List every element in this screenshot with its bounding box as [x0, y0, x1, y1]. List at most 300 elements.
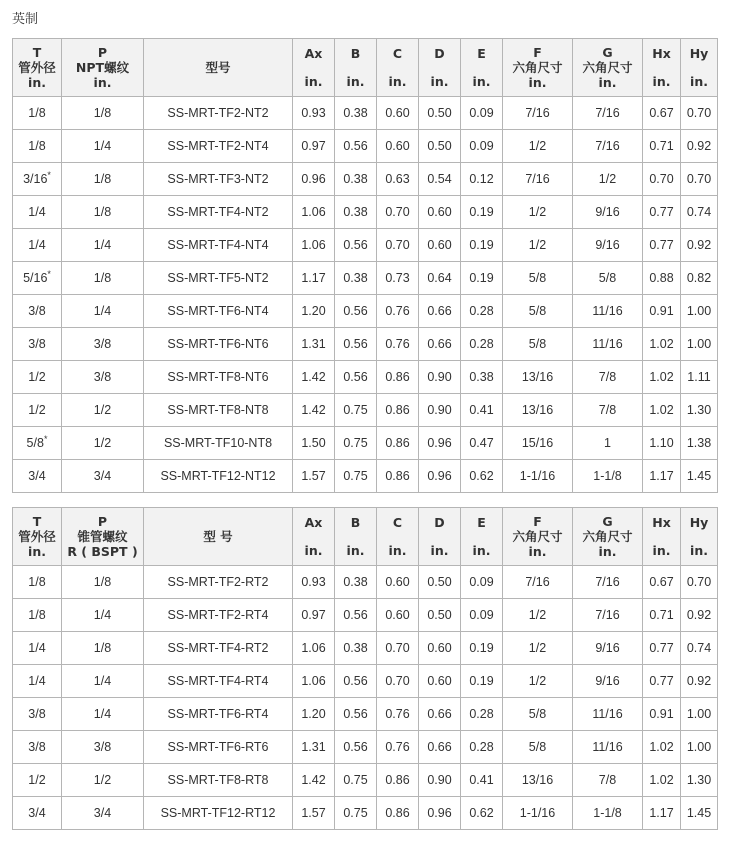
table-cell — [573, 566, 643, 599]
table-cell — [503, 665, 573, 698]
table-cell — [681, 665, 718, 698]
column-header-line: Ax — [304, 46, 323, 61]
cell-value: 0.96 — [301, 172, 326, 186]
cell-value: 0.56 — [343, 740, 368, 754]
table-cell — [293, 130, 335, 163]
column-header-line: in. — [346, 543, 365, 558]
cell-value: 0.56 — [343, 238, 368, 252]
cell-value: 7/8 — [598, 773, 617, 787]
column-header-line: E — [477, 46, 486, 61]
cell-value: 0.96 — [427, 806, 452, 820]
table-cell — [681, 566, 718, 599]
table-row — [13, 632, 718, 665]
table-cell — [419, 599, 461, 632]
table-cell — [13, 229, 62, 262]
column-header — [573, 508, 643, 566]
cell-value: 1.45 — [686, 806, 712, 820]
cell-value: 1 — [604, 436, 611, 450]
table-cell — [461, 361, 503, 394]
column-header — [461, 508, 503, 566]
cell-value: 11/16 — [592, 304, 623, 318]
cell-value: 1.06 — [301, 641, 326, 655]
cell-value: 0.92 — [686, 238, 712, 252]
cell-value: 1.57 — [301, 469, 326, 483]
column-header-line: in. — [304, 74, 323, 89]
cell-value: 5/8 — [528, 337, 547, 351]
cell-value: 0.60 — [427, 641, 452, 655]
cell-value: 0.12 — [469, 172, 494, 186]
table-cell — [573, 632, 643, 665]
table-cell — [144, 731, 293, 764]
cell-value: 3/4 — [28, 806, 46, 820]
table-cell — [419, 130, 461, 163]
cell-value: 0.82 — [686, 271, 712, 285]
table-cell — [503, 196, 573, 229]
column-header-line: in. — [93, 75, 112, 90]
table-cell — [144, 460, 293, 493]
cell-value: 1/2 — [528, 139, 547, 153]
table-cell — [62, 163, 144, 196]
cell-value: 0.19 — [469, 674, 494, 688]
column-header-line: in. — [304, 543, 323, 558]
table-cell — [419, 262, 461, 295]
column-header — [335, 508, 377, 566]
cell-value: 3/8 — [93, 370, 112, 384]
cell-value: 1/2 — [93, 436, 112, 450]
table-cell — [293, 797, 335, 830]
column-header — [144, 39, 293, 97]
column-header — [13, 39, 62, 97]
table-cell — [573, 764, 643, 797]
cell-value: 5/8 — [598, 271, 617, 285]
table-cell — [573, 361, 643, 394]
table-cell — [293, 394, 335, 427]
cell-value: 0.76 — [385, 707, 410, 721]
cell-value: 0.41 — [469, 403, 494, 417]
column-header-line: in. — [528, 75, 547, 90]
table-cell — [377, 599, 419, 632]
table-cell — [461, 764, 503, 797]
column-header — [573, 39, 643, 97]
table-row — [13, 427, 718, 460]
table-cell — [681, 196, 718, 229]
cell-value: SS-MRT-TF6-NT6 — [167, 337, 269, 351]
table-cell — [335, 665, 377, 698]
table-cell — [377, 797, 419, 830]
table-cell — [461, 295, 503, 328]
table-cell — [144, 599, 293, 632]
cell-value: 0.93 — [301, 575, 326, 589]
footnote-asterisk: * — [47, 268, 51, 279]
table-row — [13, 665, 718, 698]
table-cell — [461, 665, 503, 698]
cell-value: 1.02 — [649, 337, 674, 351]
table-cell — [681, 295, 718, 328]
column-header — [681, 39, 718, 97]
cell-value: 0.92 — [686, 608, 712, 622]
table-cell — [419, 196, 461, 229]
cell-value: 0.75 — [343, 403, 368, 417]
cell-value: 0.09 — [469, 106, 494, 120]
table-cell — [503, 632, 573, 665]
cell-value: 3/8 — [93, 337, 112, 351]
cell-value: 1/8 — [93, 205, 112, 219]
column-header-line: in. — [690, 74, 708, 89]
table-cell — [377, 665, 419, 698]
cell-value: SS-MRT-TF8-RT8 — [167, 773, 269, 787]
table-cell — [573, 163, 643, 196]
cell-value: 1.30 — [686, 773, 712, 787]
cell-value: 5/16 — [23, 271, 48, 285]
table-cell — [681, 328, 718, 361]
footnote-asterisk: * — [47, 169, 51, 180]
cell-value: 9/16 — [595, 641, 620, 655]
table-cell — [503, 427, 573, 460]
table-cell — [335, 797, 377, 830]
table-cell — [503, 361, 573, 394]
table-cell — [13, 665, 62, 698]
cell-value: 1.17 — [649, 806, 674, 820]
table-cell — [62, 130, 144, 163]
table-cell — [13, 599, 62, 632]
cell-value: 3/4 — [28, 469, 46, 483]
cell-value: 0.86 — [385, 403, 410, 417]
cell-value: 0.71 — [649, 139, 674, 153]
cell-value: 0.77 — [649, 205, 674, 219]
cell-value: 1/2 — [528, 641, 547, 655]
table-cell — [461, 632, 503, 665]
cell-value: 1.30 — [686, 403, 712, 417]
table-cell — [13, 764, 62, 797]
cell-value: 0.77 — [649, 238, 674, 252]
cell-value: 11/16 — [592, 707, 623, 721]
column-header-line: B — [350, 46, 361, 61]
table-cell — [62, 460, 144, 493]
table-cell — [293, 731, 335, 764]
table-cell — [461, 460, 503, 493]
table-cell — [377, 566, 419, 599]
table-cell — [144, 97, 293, 130]
cell-value: SS-MRT-TF6-RT4 — [167, 707, 269, 721]
table-cell — [13, 566, 62, 599]
column-header-line: P — [97, 45, 108, 60]
cell-value: 1/2 — [598, 172, 617, 186]
cell-value: 7/16 — [595, 575, 620, 589]
cell-value: 13/16 — [521, 773, 554, 787]
table-cell — [681, 163, 718, 196]
table-cell — [681, 698, 718, 731]
cell-value: 0.60 — [385, 608, 410, 622]
table-cell — [377, 229, 419, 262]
cell-value: 0.60 — [385, 139, 410, 153]
cell-value: 7/16 — [595, 106, 620, 120]
cell-value: 0.66 — [427, 740, 452, 754]
cell-value: 0.60 — [385, 106, 410, 120]
cell-value: 3/8 — [28, 707, 46, 721]
cell-value: 0.92 — [686, 674, 712, 688]
cell-value: 1/8 — [28, 575, 46, 589]
table-cell — [335, 394, 377, 427]
table-cell — [13, 361, 62, 394]
cell-value: 0.64 — [427, 271, 452, 285]
cell-value: 7/16 — [525, 575, 550, 589]
cell-value: 0.38 — [343, 271, 368, 285]
table-cell — [377, 427, 419, 460]
table-cell — [377, 394, 419, 427]
table-cell — [643, 764, 681, 797]
table-cell — [293, 328, 335, 361]
table-cell — [293, 427, 335, 460]
cell-value: 1-1/16 — [519, 469, 556, 483]
cell-value: 1.06 — [301, 205, 326, 219]
cell-value: 1.17 — [301, 271, 326, 285]
table-cell — [573, 665, 643, 698]
cell-value: 0.70 — [385, 205, 410, 219]
column-header — [503, 39, 573, 97]
cell-value: SS-MRT-TF2-RT2 — [167, 575, 269, 589]
table-cell — [62, 295, 144, 328]
cell-value: 0.38 — [343, 575, 368, 589]
column-header-line: F — [533, 514, 542, 529]
table-cell — [419, 632, 461, 665]
table-cell — [335, 731, 377, 764]
table-cell — [643, 427, 681, 460]
cell-value: 5/8 — [528, 707, 547, 721]
cell-value: 0.66 — [427, 304, 452, 318]
table-cell — [643, 328, 681, 361]
table-cell — [377, 632, 419, 665]
table-cell — [503, 262, 573, 295]
column-header-line: in. — [388, 543, 407, 558]
cell-value: 0.86 — [385, 436, 410, 450]
table-cell — [62, 665, 144, 698]
table-cell — [62, 97, 144, 130]
cell-value: 1.38 — [686, 436, 712, 450]
npt-spec-table — [12, 38, 718, 493]
table-cell — [461, 797, 503, 830]
table-cell — [335, 566, 377, 599]
cell-value: 0.91 — [649, 707, 674, 721]
cell-value: 1.20 — [301, 707, 326, 721]
table-cell — [144, 764, 293, 797]
cell-value: 0.50 — [427, 139, 452, 153]
column-header-line: in. — [528, 544, 547, 559]
table-cell — [293, 196, 335, 229]
table-cell — [335, 229, 377, 262]
column-header — [13, 508, 62, 566]
table-cell — [144, 566, 293, 599]
table-row — [13, 599, 718, 632]
cell-value: 1/4 — [28, 641, 46, 655]
cell-value: 0.50 — [427, 575, 452, 589]
table-cell — [419, 731, 461, 764]
column-header-line: in. — [472, 543, 491, 558]
table-cell — [13, 97, 62, 130]
table-cell — [643, 361, 681, 394]
table-cell — [461, 163, 503, 196]
cell-value: 0.91 — [649, 304, 674, 318]
cell-value: 0.56 — [343, 707, 368, 721]
cell-value: 0.92 — [686, 139, 712, 153]
table-cell — [681, 460, 718, 493]
column-header-line: D — [434, 46, 445, 61]
table-cell — [643, 97, 681, 130]
cell-value: 5/8 — [528, 304, 547, 318]
header-row — [13, 508, 718, 566]
cell-value: 0.28 — [469, 304, 494, 318]
cell-value: 0.62 — [469, 806, 494, 820]
cell-value: 1.02 — [649, 403, 674, 417]
cell-value: 7/16 — [595, 608, 620, 622]
cell-value: 1.31 — [301, 337, 326, 351]
cell-value: 3/4 — [93, 469, 112, 483]
cell-value: 0.96 — [427, 436, 452, 450]
cell-value: 0.60 — [427, 238, 452, 252]
cell-value: 0.74 — [686, 641, 712, 655]
table-cell — [503, 163, 573, 196]
cell-value: SS-MRT-TF4-NT2 — [167, 205, 269, 219]
table-cell — [62, 764, 144, 797]
table-cell — [643, 163, 681, 196]
cell-value: 0.76 — [385, 304, 410, 318]
cell-value: 0.70 — [385, 238, 410, 252]
column-header-line: 管外径 — [18, 60, 56, 75]
table-cell — [62, 394, 144, 427]
column-header-line: 型号 — [205, 60, 231, 75]
table-cell — [62, 566, 144, 599]
cell-value: SS-MRT-TF6-RT6 — [167, 740, 269, 754]
cell-value: 0.75 — [343, 436, 368, 450]
table-cell — [573, 731, 643, 764]
cell-value: 1/4 — [28, 674, 46, 688]
cell-value: 1/2 — [93, 773, 112, 787]
table-cell — [293, 229, 335, 262]
cell-value: 1.00 — [686, 740, 712, 754]
cell-value: 0.97 — [301, 139, 326, 153]
table-cell — [335, 599, 377, 632]
column-header-line: Hx — [652, 46, 671, 61]
cell-value: 0.60 — [385, 575, 410, 589]
table-cell — [503, 797, 573, 830]
table-cell — [377, 196, 419, 229]
cell-value: 0.86 — [385, 469, 410, 483]
table-cell — [335, 764, 377, 797]
cell-value: 0.47 — [469, 436, 494, 450]
cell-value: 0.70 — [686, 172, 712, 186]
table-cell — [573, 394, 643, 427]
table-cell — [144, 295, 293, 328]
table-cell — [335, 295, 377, 328]
column-header-line: in. — [652, 74, 671, 89]
table-cell — [377, 764, 419, 797]
table-row — [13, 764, 718, 797]
table-cell — [335, 97, 377, 130]
cell-value: 9/16 — [595, 205, 620, 219]
table-cell — [461, 566, 503, 599]
column-header — [377, 508, 419, 566]
table-cell — [461, 196, 503, 229]
cell-value: 1.06 — [301, 674, 326, 688]
table-cell — [681, 731, 718, 764]
table-cell — [503, 130, 573, 163]
column-header-line: 型 号 — [203, 529, 233, 544]
cell-value: 1/2 — [528, 608, 547, 622]
column-header-line: B — [350, 515, 361, 530]
table-row — [13, 797, 718, 830]
cell-value: 0.09 — [469, 608, 494, 622]
cell-value: 13/16 — [521, 370, 554, 384]
table-cell — [13, 130, 62, 163]
cell-value: 0.60 — [427, 674, 452, 688]
table-cell — [573, 229, 643, 262]
table-cell — [643, 599, 681, 632]
cell-value: 7/16 — [595, 139, 620, 153]
table-cell — [293, 632, 335, 665]
table-cell — [643, 196, 681, 229]
table-cell — [681, 361, 718, 394]
table-cell — [377, 698, 419, 731]
column-header-line: 六角尺寸 — [582, 60, 633, 75]
column-header-line: D — [434, 515, 445, 530]
cell-value: 0.28 — [469, 337, 494, 351]
table-cell — [681, 599, 718, 632]
cell-value: SS-MRT-TF5-NT2 — [167, 271, 269, 285]
cell-value: 0.38 — [343, 106, 368, 120]
table-cell — [144, 665, 293, 698]
table-cell — [419, 566, 461, 599]
column-header-line: C — [392, 515, 403, 530]
table-cell — [503, 328, 573, 361]
table-cell — [419, 764, 461, 797]
cell-value: 0.70 — [385, 674, 410, 688]
cell-value: 3/4 — [93, 806, 112, 820]
cell-value: 11/16 — [592, 740, 623, 754]
table-cell — [419, 394, 461, 427]
table-cell — [419, 295, 461, 328]
table-row — [13, 566, 718, 599]
cell-value: 0.28 — [469, 707, 494, 721]
column-header-line: in. — [472, 74, 491, 89]
cell-value: 1/2 — [28, 773, 46, 787]
column-header — [377, 39, 419, 97]
table-row — [13, 262, 718, 295]
cell-value: 1.02 — [649, 740, 674, 754]
cell-value: 1.02 — [649, 773, 674, 787]
table-cell — [419, 229, 461, 262]
cell-value: 5/8 — [26, 436, 44, 450]
cell-value: SS-MRT-TF2-NT2 — [167, 106, 269, 120]
column-header-line: T — [32, 45, 42, 60]
page-title: 英制 — [12, 12, 39, 27]
table-cell — [293, 698, 335, 731]
cell-value: SS-MRT-TF2-NT4 — [167, 139, 269, 153]
cell-value: 0.19 — [469, 205, 494, 219]
table-cell — [144, 328, 293, 361]
table-cell — [681, 394, 718, 427]
cell-value: 1/8 — [93, 271, 112, 285]
table-cell — [643, 229, 681, 262]
column-header-line: 锥管螺纹 — [77, 529, 128, 544]
table-cell — [643, 566, 681, 599]
cell-value: 0.67 — [649, 575, 674, 589]
cell-value: 0.56 — [343, 304, 368, 318]
cell-value: 1/4 — [93, 139, 112, 153]
table-cell — [13, 295, 62, 328]
cell-value: 11/16 — [592, 337, 623, 351]
cell-value: 0.38 — [469, 370, 494, 384]
table-cell — [62, 599, 144, 632]
table-cell — [461, 328, 503, 361]
